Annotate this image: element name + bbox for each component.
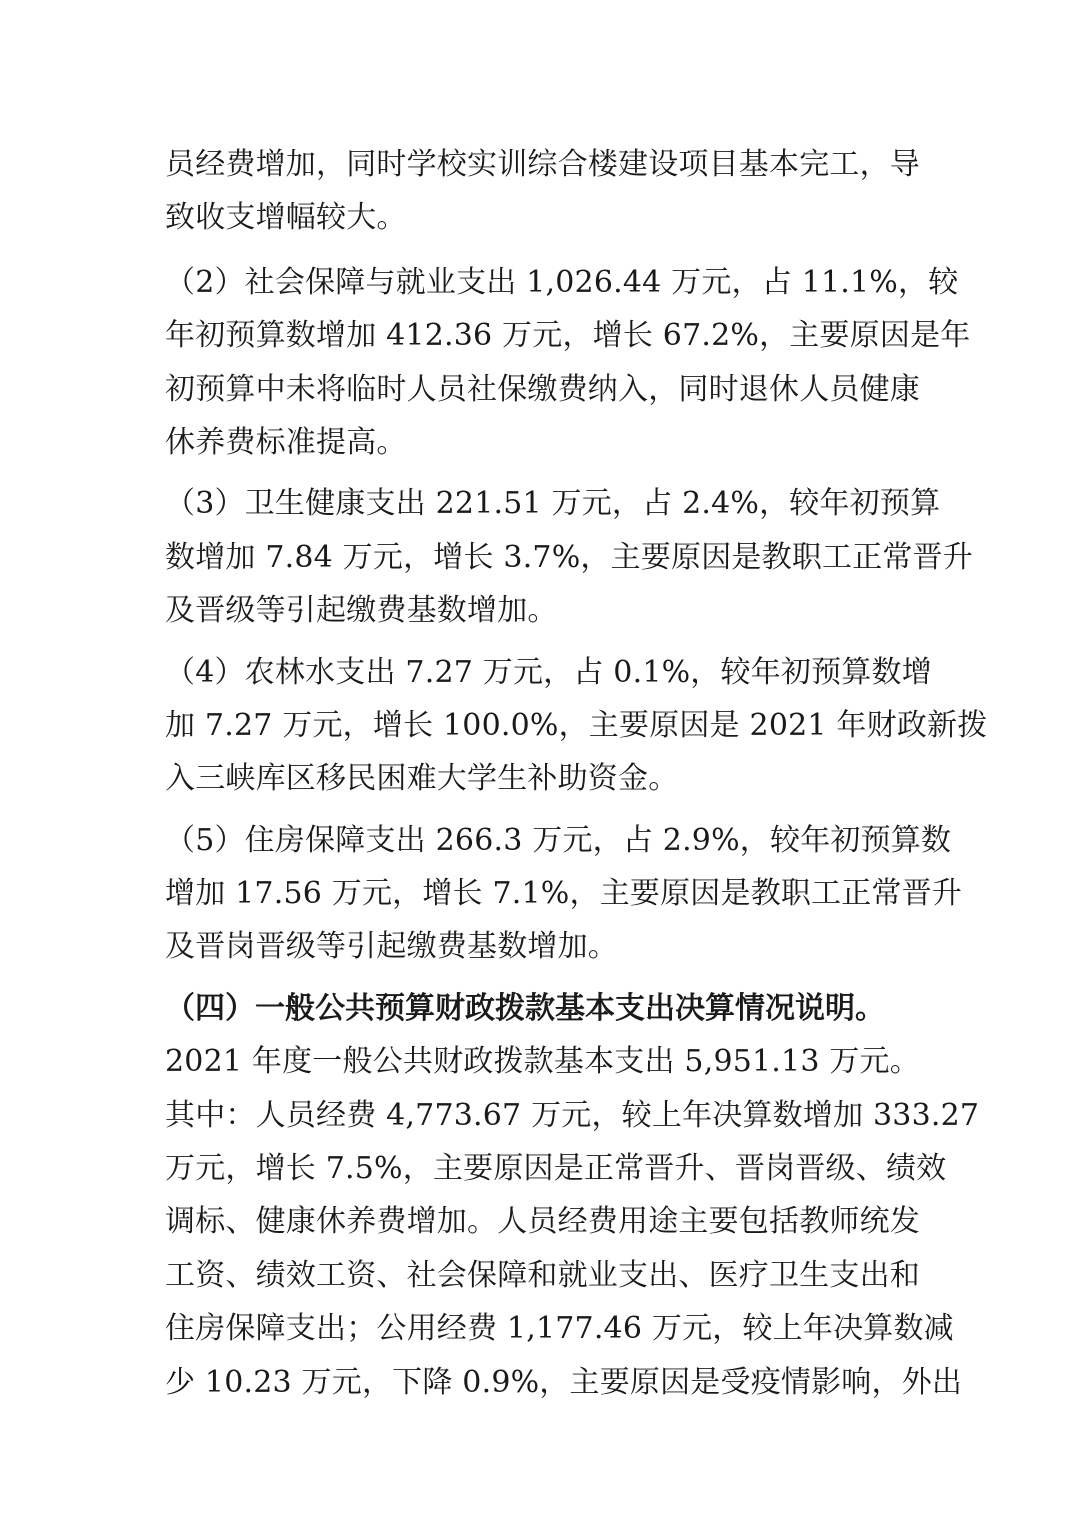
text-line: 及晋级等引起缴费基数增加。 [165, 593, 558, 629]
text-line: 入三峡库区移民困难大学生补助资金。 [165, 761, 679, 797]
text-line: 休养费标准提高。 [165, 424, 407, 460]
text-line: （4）农林水支出 7.27 万元，占 0.1%，较年初预算数增 [165, 654, 932, 690]
text-line: 数增加 7.84 万元，增长 3.7%，主要原因是教职工正常晋升 [165, 539, 974, 575]
text-line: 加 7.27 万元，增长 100.0%，主要原因是 2021 年财政新拨 [165, 707, 988, 743]
text-line: 调标、健康休养费增加。人员经费用途主要包括教师统发 [165, 1204, 920, 1240]
text-line: 万元，增长 7.5%，主要原因是正常晋升、晋岗晋级、绩效 [165, 1151, 947, 1187]
text-line: （2）社会保障与就业支出 1,026.44 万元，占 11.1%，较 [165, 264, 959, 300]
text-line: 住房保障支出；公用经费 1,177.46 万元，较上年决算数减 [165, 1311, 954, 1347]
text-line: （5）住房保障支出 266.3 万元，占 2.9%，较年初预算数 [165, 822, 952, 858]
text-line: 少 10.23 万元，下降 0.9%，主要原因是受疫情影响，外出 [165, 1364, 963, 1400]
text-line: 及晋岗晋级等引起缴费基数增加。 [165, 929, 618, 965]
text-line: 初预算中未将临时人员社保缴费纳入，同时退休人员健康 [165, 371, 920, 407]
text-line: 年初预算数增加 412.36 万元，增长 67.2%，主要原因是年 [165, 318, 971, 354]
text-line: 增加 17.56 万元，增长 7.1%，主要原因是教职工正常晋升 [165, 876, 963, 912]
text-line: 员经费增加，同时学校实训综合楼建设项目基本完工，导 [165, 147, 920, 182]
text-line: （3）卫生健康支出 221.51 万元，占 2.4%，较年初预算 [165, 486, 941, 522]
text-line: 工资、绩效工资、社会保障和就业支出、医疗卫生支出和 [165, 1257, 920, 1293]
document-body [165, 138, 988, 1409]
text-line: 其中：人员经费 4,773.67 万元，较上年决算数增加 333.27 [165, 1097, 980, 1133]
section-heading: （四）一般公共预算财政拨款基本支出决算情况说明。 [165, 990, 885, 1026]
text-line: 致收支增幅较大。 [165, 200, 407, 236]
text-line: 2021 年度一般公共财政拨款基本支出 5,951.13 万元。 [165, 1044, 920, 1080]
